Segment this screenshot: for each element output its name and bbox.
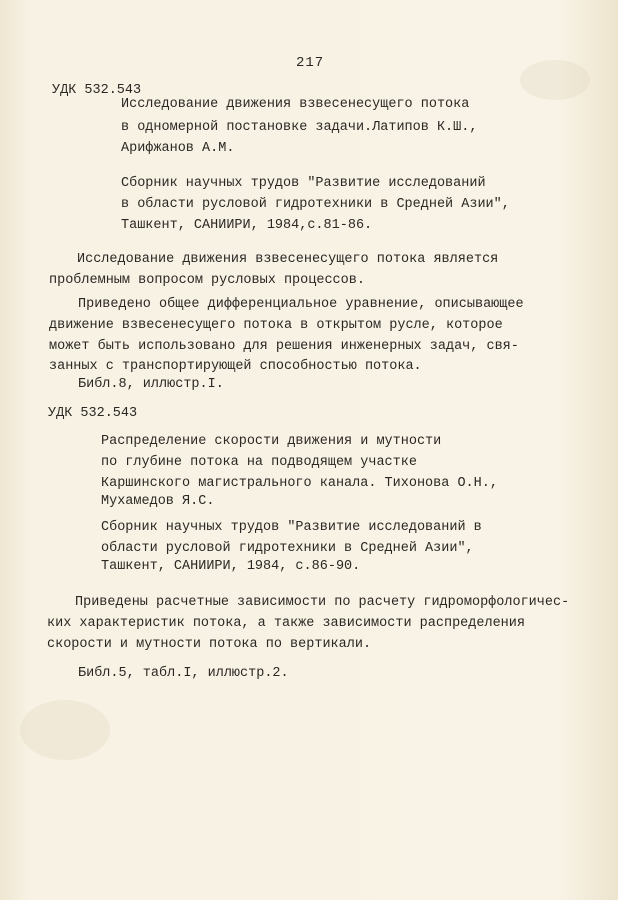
abstract-line: занных с транспортирующей способностью потока. bbox=[49, 359, 422, 374]
entry-title-line: Каршинского магистрального канала. Тихонова О.Н., bbox=[101, 476, 498, 491]
source-line: Ташкент, САНИИРИ, 1984, с.86-90. bbox=[101, 559, 361, 574]
abstract-line: Приведены расчетные зависимости по расчету гидроморфологичес- bbox=[75, 595, 570, 610]
abstract-line: ких характеристик потока, а также зависимости распределения bbox=[47, 616, 525, 631]
abstract-line: Приведено общее дифференциальное уравнение, описывающее bbox=[78, 297, 524, 312]
source-line: Ташкент, САНИИРИ, 1984,с.81-86. bbox=[121, 218, 373, 233]
abstract-line: движение взвесенесущего потока в открытом русле, которое bbox=[49, 318, 503, 333]
entry-title-line: Мухамедов Я.С. bbox=[101, 494, 215, 509]
udk-code: УДК 532.543 bbox=[48, 406, 138, 421]
entry-title-line: Распределение скорости движения и мутности bbox=[101, 434, 442, 449]
source-line: Сборник научных трудов "Развитие исследований bbox=[121, 176, 486, 191]
abstract-line: скорости и мутности потока по вертикали. bbox=[47, 637, 372, 652]
source-line: в области русловой гидротехники в Средней Азии", bbox=[121, 197, 510, 212]
bibliography-note: Библ.5, табл.I, иллюстр.2. bbox=[78, 666, 289, 681]
source-line: Сборник научных трудов "Развитие исследований в bbox=[101, 520, 482, 535]
page-number: 217 bbox=[296, 55, 325, 71]
udk-code: УДК 532.543 bbox=[52, 83, 142, 98]
entry-title-line: по глубине потока на подводящем участке bbox=[101, 455, 417, 470]
abstract-line: Исследование движения взвесенесущего потока является bbox=[77, 252, 499, 267]
entry-title-line: в одномерной постановке задачи.Латипов К.Ш., bbox=[121, 120, 478, 135]
paper-stain bbox=[520, 60, 590, 100]
abstract-line: проблемным вопросом русловых процессов. bbox=[49, 273, 365, 288]
entry-title-line: Исследование движения взвесенесущего потока bbox=[121, 97, 470, 112]
source-line: области русловой гидротехники в Средней Азии", bbox=[101, 541, 474, 556]
abstract-line: может быть использовано для решения инженерных задач, свя- bbox=[49, 339, 519, 354]
paper-stain bbox=[20, 700, 110, 760]
bibliography-note: Библ.8, иллюстр.I. bbox=[78, 377, 224, 392]
entry-title-line: Арифжанов А.М. bbox=[121, 141, 235, 156]
